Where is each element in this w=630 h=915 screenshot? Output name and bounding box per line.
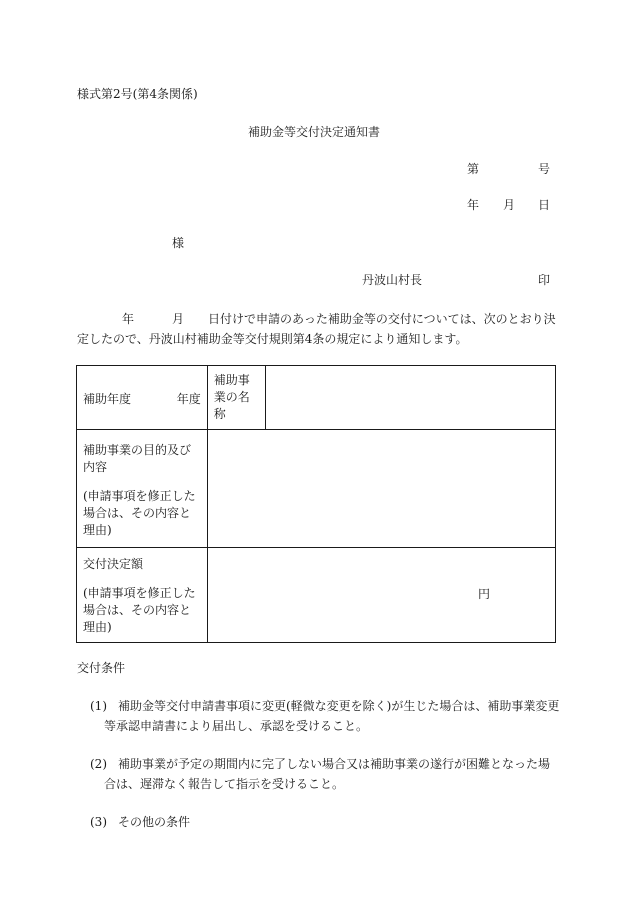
date-day: 日 [538,198,551,212]
condition-1-line1: 補助金等交付申請書事項に変更(軽微な変更を除く)が生じた場合は、補助事業変更 [118,699,560,713]
condition-2-number: (2) [90,757,107,771]
amount-label: 交付決定額 [83,557,144,571]
doc-number-suffix: 号 [538,162,551,176]
purpose-note: (申請事項を修正した場合は、その内容と理由) [83,489,196,537]
condition-3-number: (3) [90,815,107,829]
seal-mark: 印 [538,273,551,287]
fiscal-year-label: 補助年度 [83,392,132,406]
body-text-line1: 日付けで申請のあった補助金等の交付については、次のとおり決 [208,312,556,326]
form-number: 様式第2号(第4条関係) [77,87,198,101]
conditions-heading: 交付条件 [77,661,126,675]
fiscal-year-label-cell [77,366,136,430]
fiscal-year-value-cell[interactable] [135,366,207,430]
table-row-purpose [77,430,556,548]
body-text-line2: 定したので、丹波山村補助金等交付規則第4条の規定により通知します。 [77,332,468,346]
amount-value-cell[interactable] [207,548,555,643]
condition-1-line2: 等承認申請書により届出し、承認を受けること。 [104,719,369,733]
condition-2-line2: 合は、遅滞なく報告して指示を受けること。 [104,777,345,791]
document-title: 補助金等交付決定通知書 [248,125,381,139]
issuer-name: 丹波山村長 [362,273,423,287]
condition-3-line1: その他の条件 [118,815,191,829]
fiscal-year-unit: 年度 [176,392,201,406]
purpose-label: 補助事業の目的及び内容 [83,443,192,474]
date-month: 月 [503,198,516,212]
purpose-value-cell[interactable] [207,430,555,548]
project-name-label: 補助事業の名称 [213,373,250,421]
decision-table [76,365,556,643]
amount-label-cell [77,548,208,643]
body-year: 年 [122,312,135,326]
project-name-value-cell[interactable] [265,366,555,430]
condition-2-line1: 補助事業が予定の期間内に完了しない場合又は補助事業の遂行が困難となった場 [118,757,551,771]
addressee-honorific: 様 [172,236,185,250]
purpose-label-cell [77,430,208,548]
amount-note: (申請事項を修正した場合は、その内容と理由) [83,586,196,634]
table-row-fiscal-year [77,366,556,430]
condition-1-number: (1) [90,699,107,713]
date-year: 年 [467,198,480,212]
doc-number-prefix: 第 [467,162,480,176]
amount-unit: 円 [478,587,491,601]
project-name-label-cell [207,366,265,430]
body-month: 月 [172,312,185,326]
